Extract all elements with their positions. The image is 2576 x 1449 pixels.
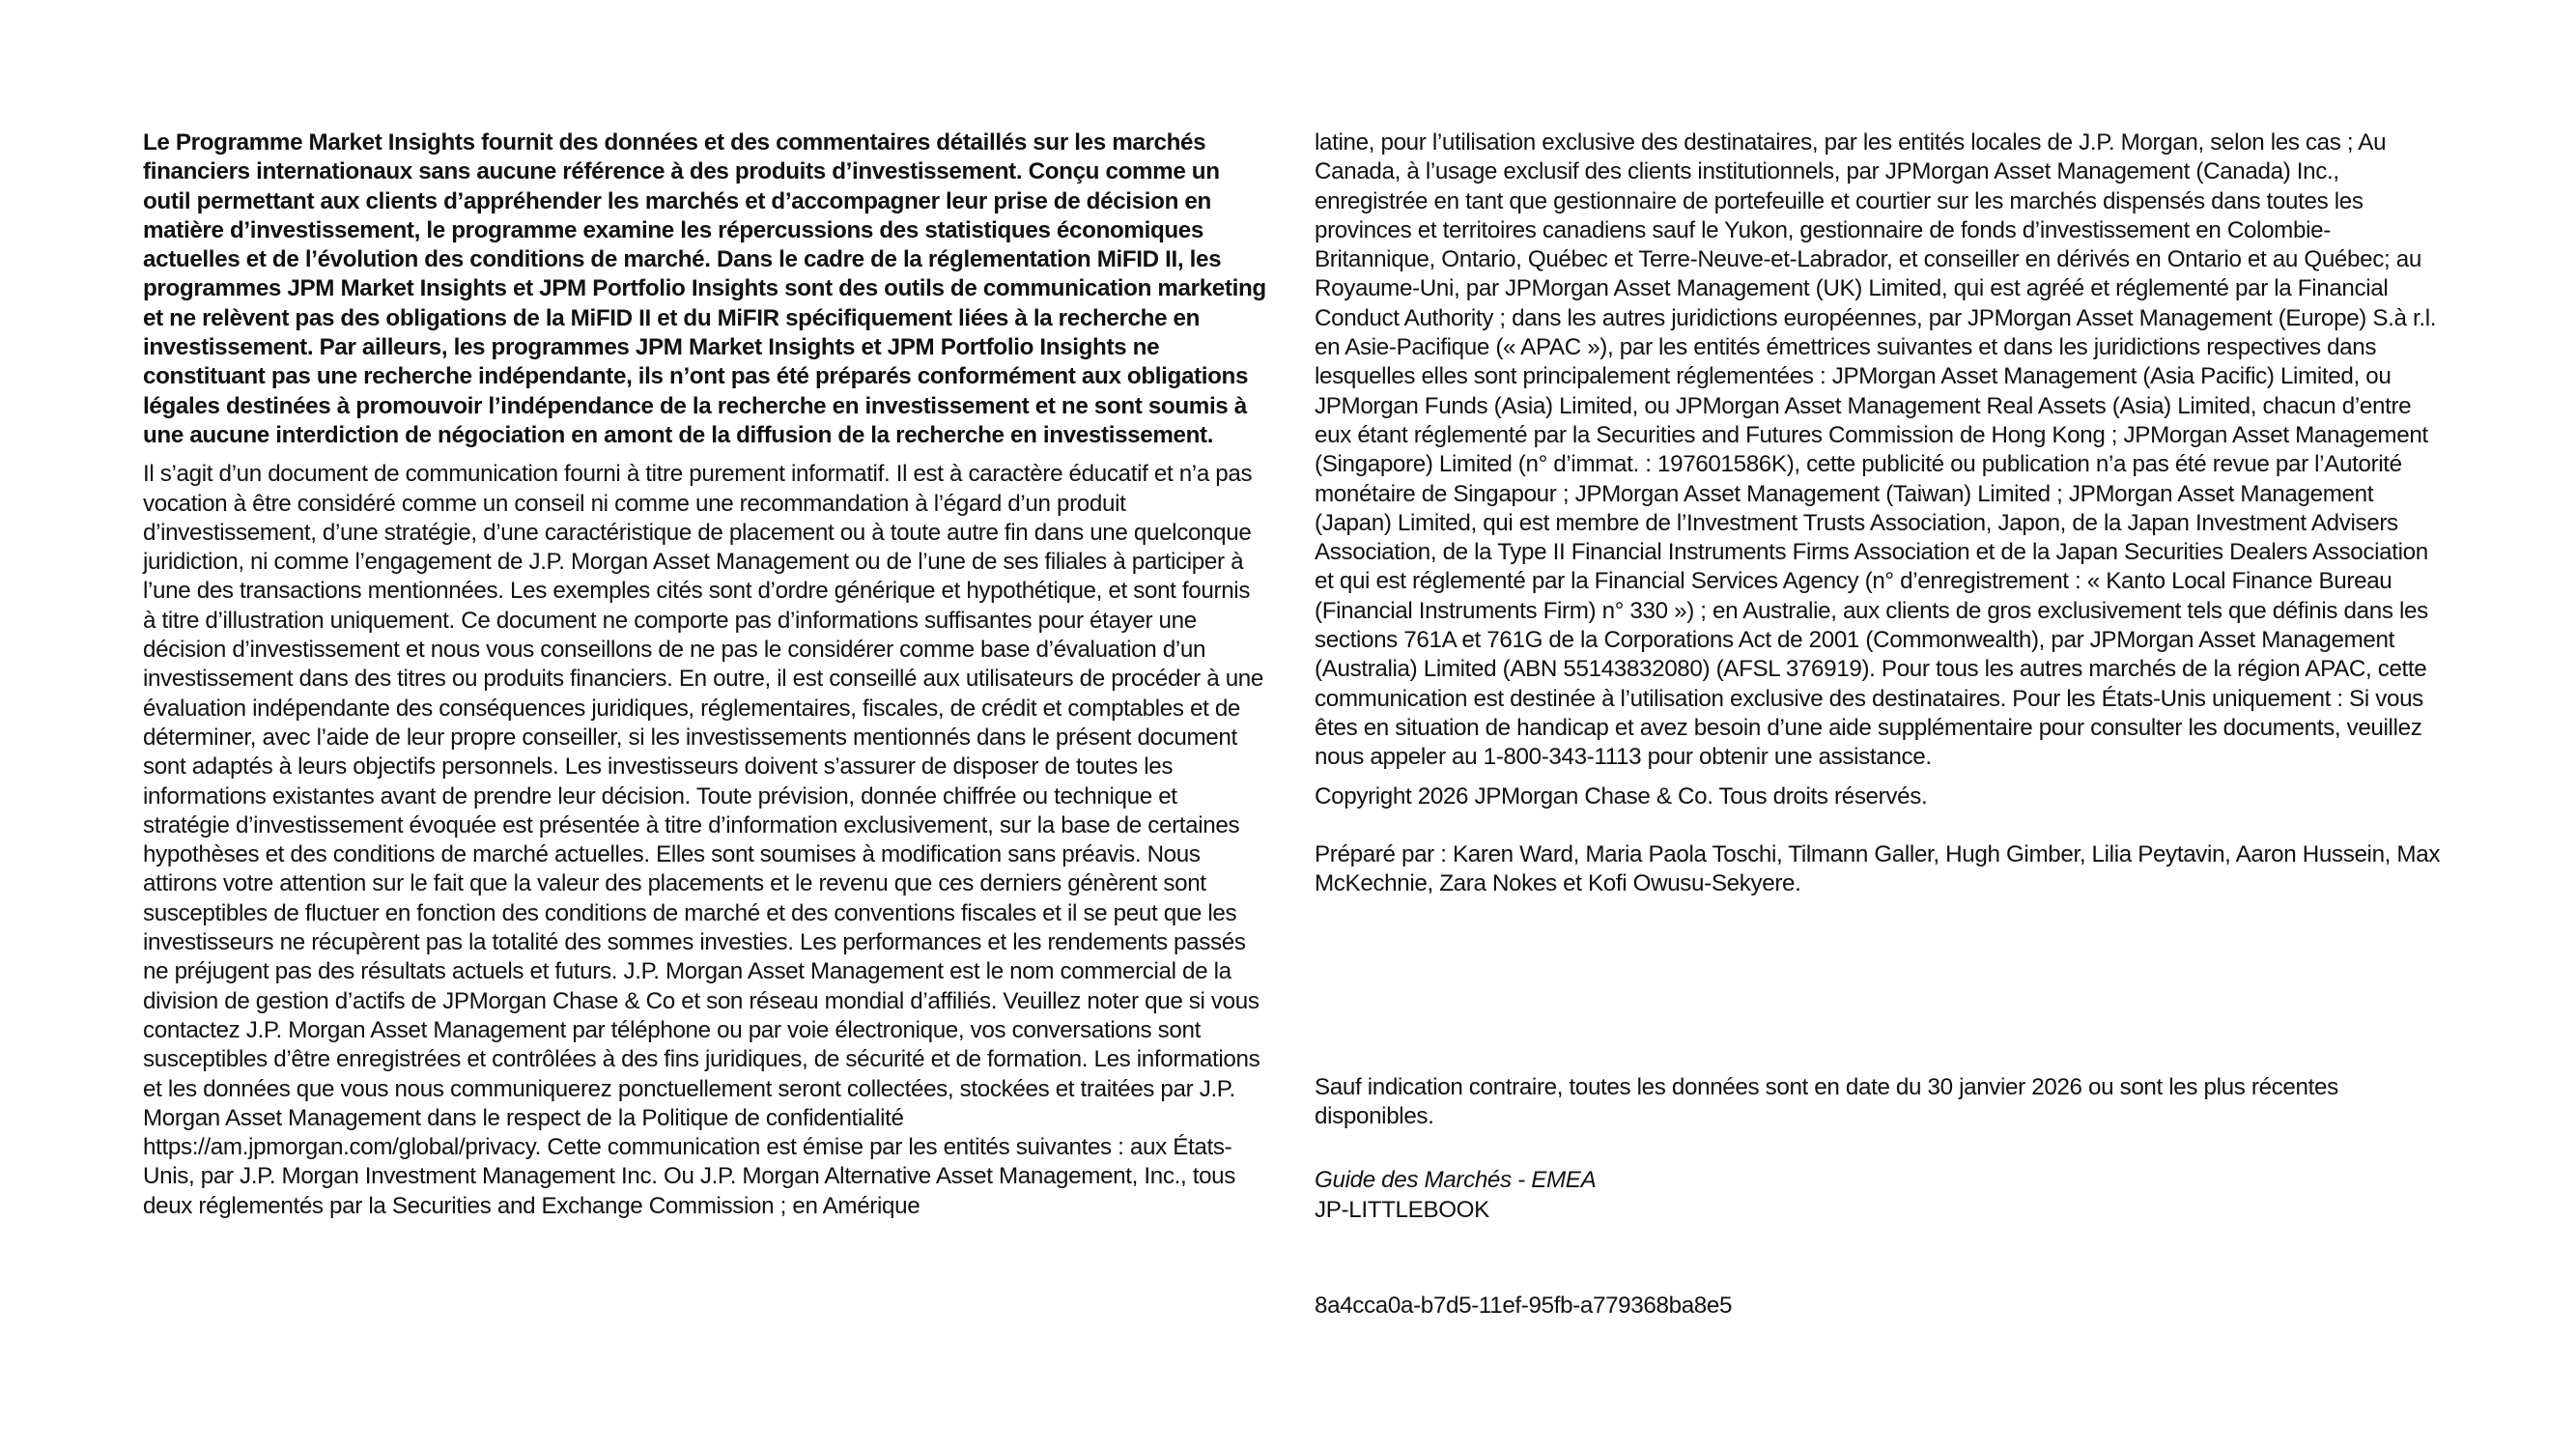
data-as-of-note: Sauf indication contraire, toutes les données sont en date du 30 janvier 2026 ou sont les plus récentes disponibles.: [1315, 1074, 2338, 1130]
market-insights-intro: Le Programme Market Insights fournit des données et des commentaires détaillés sur les marchés financiers internationaux sans aucune référence à des produits d’investissement. Conçu comme un outil permettant aux clients d’appréhender les marchés et d’accompagner leur prise de décision en matière d’investissement, le programme examine les répercussions des statistiques économiques actuelles et de l’évolution des conditions de marché. Dans le cadre de la réglementation MiFID II, les programmes JPM Market Insights et JPM Portfolio Insights sont des outils de communication marketing et ne relèvent pas des obligations de la MiFID II et du MiFIR spécifiquement liées à la recherche en investissement. Par ailleurs, les programmes JPM Market Insights et JPM Portfolio Insights ne constituant pas une recherche indépendante, ils n’ont pas été préparés conformément aux obligations légales destinées à promouvoir l’indépendance de la recherche en investissement et ne sont soumis à une aucune interdiction de négociation en amont de la diffusion de la recherche en investissement.: [143, 129, 1266, 448]
right-column: [1315, 128, 2445, 898]
disclaimer-text: Il s’agit d’un document de communication fourni à titre purement informatif. Il est à caractère éducatif et n’a pas vocation à être considéré comme un conseil ni comme une recommandation à l’égard d’un produit d’investissement, d’une stratégie, d’une caractéristique de placement ou à toute autre fin dans une quelconque juridiction, ni comme l’engagement de J.P. Morgan Asset Management ou de l’une de ses filiales à participer à l’une des transactions mentionnées. Les exemples cités sont d’ordre générique et hypothétique, et sont fournis à titre d’illustration uniquement. Ce document ne comporte pas d’informations suffisantes pour étayer une décision d’investissement et nous vous conseillons de ne pas le considérer comme base d’évaluation d’un investissement dans des titres ou produits financiers. En outre, il est conseillé aux utilisateurs de procéder à une évaluation indépendante des conséquences juridiques, réglementaires, fiscales, de crédit et comptables et de déterminer, avec l’aide de leur propre conseiller, si les investissements mentionnés dans le présent document sont adaptés à leurs objectifs personnels. Les investisseurs doivent s’assurer de disposer de toutes les informations existantes avant de prendre leur décision. Toute prévision, donnée chiffrée ou technique et stratégie d’investissement évoquée est présentée à titre d’information exclusivement, sur la base de certaines hypothèses et des conditions de marché actuelles. Elles sont soumises à modification sans préavis. Nous attirons votre attention sur le fait que la valeur des placements et le revenu que ces derniers génèrent sont susceptibles de fluctuer en fonction des conditions de marché et des conventions fiscales et il se peut que les investisseurs ne récupèrent pas la totalité des sommes investies. Les performances et les rendements passés ne préjugent pas des résultats actuels et futurs. J.P. Morgan Asset Management est le nom commercial de la division de gestion d’actifs de JPMorgan Chase & Co et son réseau mondial d’affiliés. Veuillez noter que si vous contactez J.P. Morgan Asset Management par téléphone ou par voie électronique, vos conversations sont susceptibles d’être enregistrées et contrôlées à des fins juridiques, de sécurité et de formation. Les informations et les données que vous nous communiquerez ponctuellement seront collectées, stockées et traitées par J.P. Morgan Asset Management dans le respect de la Politique de confidentialité https://am.jpmorgan.com/global/privacy. Cette communication est émise par les entités suivantes : aux États-Unis, par J.P. Morgan Investment Management Inc. Ou J.P. Morgan Alternative Asset Management, Inc., tous deux réglementés par la Securities and Exchange Commission ; en Amérique: [143, 461, 1264, 1219]
guide-name: Guide des Marchés - EMEA: [1315, 1167, 1597, 1193]
left-column: [143, 128, 1268, 1221]
book-code: JP-LITTLEBOOK: [1315, 1197, 1489, 1223]
document-id: 8a4cca0a-b7d5-11ef-95fb-a779368ba8e5: [1315, 1293, 1733, 1319]
copyright-notice: Copyright 2026 JPMorgan Chase & Co. Tous droits réservés.: [1315, 782, 1928, 810]
disclaimer-continued-text: latine, pour l’utilisation exclusive des destinataires, par les entités locales de J.P. Morgan, selon les cas ; Au Canada, à l’usage exclusif des clients institutionnels, par JPMorgan Asset Management (Canada) Inc., enregistrée en tant que gestionnaire de portefeuille et courtier sur les marchés dispensés dans toutes les provinces et territoires canadiens sauf le Yukon, gestionnaire de fonds d’investissement en Colombie-Britannique, Ontario, Québec et Terre-Neuve-et-Labrador, et conseiller en dérivés en Ontario et au Québec; au Royaume-Uni, par JPMorgan Asset Management (UK) Limited, qui est agréé et réglementé par la Financial Conduct Authority ; dans les autres juridictions européennes, par JPMorgan Asset Management (Europe) S.à r.l. en Asie-Pacifique (« APAC »), par les entités émettrices suivantes et dans les juridictions respectives dans lesquelles elles sont principalement réglementées : JPMorgan Asset Management (Asia Pacific) Limited, ou JPMorgan Funds (Asia) Limited, ou JPMorgan Asset Management Real Assets (Asia) Limited, chacun d’entre eux étant réglementé par la Securities and Futures Commission de Hong Kong ; JPMorgan Asset Management (Singapore) Limited (n° d’immat. : 197601586K), cette publicité ou publication n’a pas été revue par l’Autorité monétaire de Singapour ; JPMorgan Asset Management (Taiwan) Limited ; JPMorgan Asset Management (Japan) Limited, qui est membre de l’Investment Trusts Association, Japon, de la Japan Investment Advisers Association, de la Type II Financial Instruments Firms Association et de la Japan Securities Dealers Association et qui est réglementé par la Financial Services Agency (n° d’enregistrement : « Kanto Local Finance Bureau (Financial Instruments Firm) n° 330 ») ; en Australie, aux clients de gros exclusivement tels que définis dans les sections 761A et 761G de la Corporations Act de 2001 (Commonwealth), par JPMorgan Asset Management (Australia) Limited (ABN 55143832080) (AFSL 376919). Pour tous les autres marchés de la région APAC, cette communication est destinée à l’utilisation exclusive des destinataires. Pour les États-Unis uniquement : Si vous êtes en situation de handicap et avez besoin d’une aide supplémentaire pour consulter les documents, veuillez nous appeler au 1-800-343-1113 pour obtenir une assistance.: [1315, 129, 2437, 771]
prepared-by: Préparé par : Karen Ward, Maria Paola Toschi, Tilmann Galler, Hugh Gimber, Lilia Peytavin, Aaron Hussein, Max McKechnie, Zara Nokes et Kofi Owusu-Sekyere.: [1315, 840, 2441, 897]
